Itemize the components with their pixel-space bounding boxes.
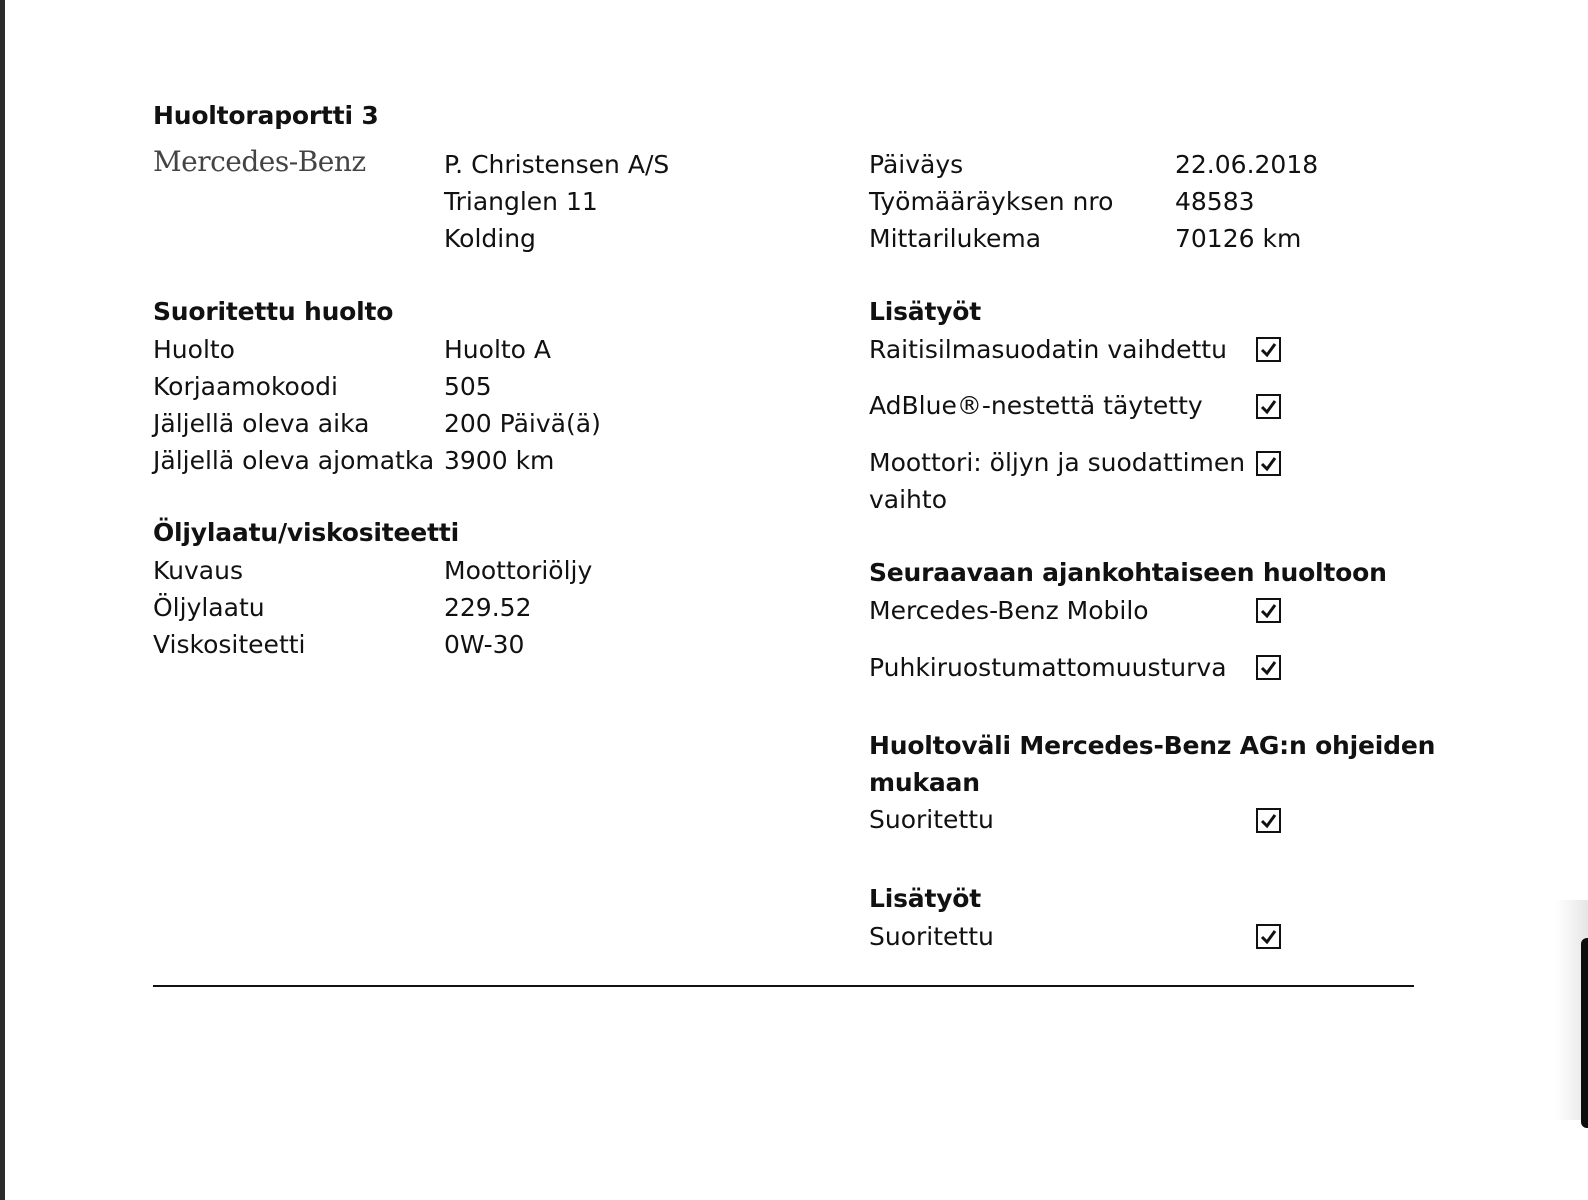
checkbox-checked-icon[interactable] [1256, 394, 1281, 419]
label-line: Moottori: öljyn ja suodattimen [869, 448, 1246, 477]
additional-work-2-label: Suoritettu [869, 922, 994, 951]
dealer-address [444, 146, 669, 257]
service-label: Jäljellä oleva ajomatka [153, 446, 435, 475]
service-label: Jäljellä oleva aika [153, 409, 370, 438]
additional-work-label [869, 444, 1245, 518]
brand-logo: Mercedes-Benz [153, 145, 366, 178]
additional-work-label: Raitisilmasuodatin vaihdettu [869, 335, 1227, 364]
next-service-label: Puhkiruostumattomuusturva [869, 653, 1227, 682]
service-label: Korjaamokoodi [153, 372, 338, 401]
info-value: 48583 [1175, 187, 1255, 216]
service-label: Huolto [153, 335, 235, 364]
info-label: Työmääräyksen nro [869, 187, 1114, 216]
oil-values [444, 552, 592, 663]
info-labels [869, 146, 1113, 257]
additional-work-label: AdBlue®-nestettä täytetty [869, 391, 1203, 420]
info-values [1175, 146, 1318, 257]
dealer-name: P. Christensen A/S [444, 150, 670, 179]
oil-label: Viskositeetti [153, 630, 306, 659]
oil-label: Öljylaatu [153, 593, 265, 622]
dealer-city: Kolding [444, 224, 536, 253]
page-left-edge [0, 0, 5, 1200]
checkbox-checked-icon[interactable] [1256, 598, 1281, 623]
checkbox-checked-icon[interactable] [1256, 337, 1281, 362]
next-service-heading: Seuraavaan ajankohtaiseen huoltoon [869, 558, 1387, 587]
interval-heading-line2: mukaan [869, 768, 980, 797]
info-value: 70126 km [1175, 224, 1302, 253]
interval-heading: Huoltoväli Mercedes-Benz AG:n ohjeiden [869, 731, 1436, 760]
oil-label: Kuvaus [153, 556, 243, 585]
oil-value: 229.52 [444, 593, 532, 622]
additional-work-2-heading: Lisätyöt [869, 884, 982, 913]
service-value: Huolto A [444, 335, 552, 364]
page-divider [153, 985, 1414, 987]
page-title: Huoltoraportti 3 [153, 101, 379, 130]
service-value: 505 [444, 372, 492, 401]
scrollbar-handle[interactable] [1581, 938, 1588, 1128]
service-values [444, 331, 601, 479]
interval-label: Suoritettu [869, 805, 994, 834]
oil-value: Moottoriöljy [444, 556, 593, 585]
checkbox-checked-icon[interactable] [1256, 924, 1281, 949]
service-heading: Suoritettu huolto [153, 297, 394, 326]
service-labels [153, 331, 434, 479]
oil-value: 0W-30 [444, 630, 525, 659]
checkbox-checked-icon[interactable] [1256, 808, 1281, 833]
next-service-label: Mercedes-Benz Mobilo [869, 596, 1149, 625]
label-line: vaihto [869, 485, 948, 514]
info-label: Päiväys [869, 150, 964, 179]
checkbox-checked-icon[interactable] [1256, 451, 1281, 476]
info-label: Mittarilukema [869, 224, 1042, 253]
info-value: 22.06.2018 [1175, 150, 1319, 179]
oil-labels [153, 552, 306, 663]
oil-heading: Öljylaatu/viskositeetti [153, 518, 459, 547]
additional-work-heading: Lisätyöt [869, 297, 982, 326]
service-value: 200 Päivä(ä) [444, 409, 601, 438]
dealer-street: Trianglen 11 [444, 187, 598, 216]
checkbox-checked-icon[interactable] [1256, 655, 1281, 680]
service-value: 3900 km [444, 446, 555, 475]
